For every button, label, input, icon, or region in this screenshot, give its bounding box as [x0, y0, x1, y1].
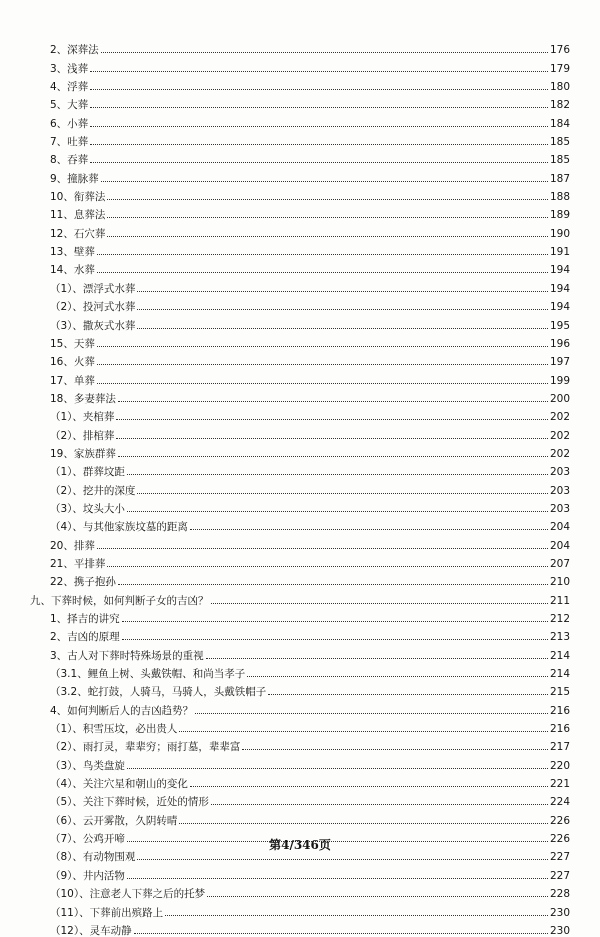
toc-entry[interactable]: [30, 130, 570, 148]
dot-leader: [107, 566, 548, 567]
toc-entry-title: 5、大葬: [50, 99, 89, 112]
toc-entry-title: 4、如何判断后人的吉凶趋势？: [50, 704, 194, 717]
toc-entry-title: 17、单葬: [50, 374, 95, 387]
toc-entry-title: 1、择吉的讲究: [50, 613, 120, 625]
toc-entry-title: （3）、鸟类盘旋: [50, 759, 125, 772]
toc-entry-title: （4）、与其他家族坟墓的距离: [50, 521, 188, 534]
toc-entry[interactable]: [30, 662, 570, 680]
toc-entry[interactable]: [30, 75, 570, 93]
dot-leader: [137, 328, 548, 329]
toc-entry-title: 11、息葬法: [50, 209, 106, 222]
toc-entry-page-number: 185: [549, 154, 570, 167]
dot-leader: [90, 144, 548, 145]
dot-leader: [97, 346, 548, 347]
toc-entry-title: （3）、坟头大小: [50, 502, 125, 515]
toc-entry-page-number: 217: [549, 741, 570, 754]
toc-entry[interactable]: [30, 588, 570, 606]
toc-entry[interactable]: [30, 717, 570, 735]
toc-entry[interactable]: [30, 919, 570, 937]
toc-entry[interactable]: [30, 808, 570, 826]
dot-leader: [101, 181, 548, 182]
toc-entry-page-number: 216: [549, 704, 570, 717]
toc-entry-title: （3.1、鲤鱼上树、头戴铁帽、和尚当孝子: [50, 668, 246, 681]
toc-entry-title: 3、浅葬: [50, 62, 89, 75]
toc-entry-page-number: 191: [549, 246, 570, 259]
toc-entry-title: （8）、有动物围观: [50, 851, 136, 864]
dot-leader: [165, 915, 548, 916]
page-footer: 第4/346页: [269, 838, 331, 852]
toc-entry-page-number: 185: [549, 136, 570, 149]
toc-entry-page-number: 202: [549, 429, 570, 442]
dot-leader: [211, 603, 548, 604]
toc-entry-title: 6、小葬: [50, 117, 89, 130]
toc-entry[interactable]: [30, 185, 570, 203]
toc-entry-page-number: 200: [549, 392, 570, 405]
toc-entry-title: 13、壁葬: [50, 246, 95, 259]
toc-entry-page-number: 230: [549, 924, 570, 937]
toc-entry[interactable]: [30, 111, 570, 129]
dot-leader: [97, 383, 548, 384]
toc-entry-page-number: 230: [549, 906, 570, 919]
toc-entry-title: 九、下葬时候，如何判断子女的吉凶？: [30, 594, 209, 607]
toc-entry[interactable]: [30, 387, 570, 405]
dot-leader: [90, 126, 548, 127]
toc-entry-title: 19、家族群葬: [50, 447, 116, 460]
toc-entry-title: （5）、关注下葬时候，近处的情形: [50, 796, 209, 809]
toc-entry-page-number: 195: [549, 319, 570, 332]
toc-entry-page-number: 204: [549, 539, 570, 552]
toc-entry-page-number: 227: [549, 851, 570, 864]
dot-leader: [206, 658, 548, 659]
toc-entry-title: 15、天葬: [50, 337, 95, 350]
toc-entry[interactable]: [30, 625, 570, 643]
toc-entry[interactable]: [30, 735, 570, 753]
toc-entry-page-number: 210: [549, 576, 570, 589]
dot-leader: [90, 162, 548, 163]
toc-entry-title: （2）、雨打灵，辈辈穷；雨打墓，辈辈富: [50, 741, 241, 754]
toc-entry[interactable]: [30, 515, 570, 533]
toc-entry-page-number: 203: [549, 466, 570, 479]
dot-leader: [190, 529, 548, 530]
dot-leader: [116, 438, 548, 439]
dot-leader: [127, 878, 548, 879]
toc-entry-page-number: 188: [549, 191, 570, 204]
toc-entry-page-number: 179: [549, 62, 570, 75]
toc-entry[interactable]: [30, 38, 570, 56]
toc-entry-title: 2、吉凶的原理: [50, 631, 120, 644]
dot-leader: [179, 823, 548, 824]
dot-leader: [211, 804, 548, 805]
toc-entry-title: （1）、群葬坟距: [50, 466, 125, 479]
dot-leader: [195, 713, 548, 714]
toc-entry-title: （3）、撒灰式水葬: [50, 319, 136, 332]
toc-entry-page-number: 189: [549, 209, 570, 222]
toc-entry-page-number: 176: [549, 44, 570, 57]
toc-entry-page-number: 227: [549, 869, 570, 882]
dot-leader: [127, 511, 548, 512]
toc-entry[interactable]: [30, 276, 570, 294]
toc-entry-page-number: 194: [549, 264, 570, 277]
dot-leader: [122, 621, 548, 622]
dot-leader: [137, 309, 548, 310]
toc-entry[interactable]: [30, 698, 570, 716]
dot-leader: [107, 199, 548, 200]
toc-entry-title: 2、深葬法: [50, 44, 99, 57]
toc-entry-title: （1）、夹棺葬: [50, 411, 115, 424]
toc-entry[interactable]: [30, 350, 570, 368]
toc-entry[interactable]: [30, 772, 570, 790]
toc-entry-page-number: 182: [549, 99, 570, 112]
dot-leader: [97, 548, 548, 549]
toc-entry-title: 20、排葬: [50, 539, 95, 552]
toc-entry-page-number: 197: [549, 356, 570, 369]
toc-entry[interactable]: [30, 148, 570, 166]
toc-entry[interactable]: [30, 607, 570, 625]
toc-entry-page-number: 180: [549, 81, 570, 94]
toc-entry[interactable]: [30, 93, 570, 111]
toc-entry-title: （7）、公鸡开啼: [50, 833, 125, 846]
dot-leader: [207, 896, 548, 897]
toc-entry[interactable]: [30, 460, 570, 478]
toc-entry-page-number: 226: [549, 814, 570, 827]
dot-leader: [118, 584, 548, 585]
toc-entry-title: 14、水葬: [50, 264, 95, 277]
toc-entry-page-number: 221: [549, 778, 570, 791]
toc-entry-title: 7、吐葬: [50, 136, 89, 149]
table-of-contents: [30, 38, 570, 937]
toc-entry[interactable]: [30, 863, 570, 881]
dot-leader: [137, 859, 548, 860]
toc-entry-title: 16、火葬: [50, 356, 95, 369]
toc-entry-page-number: 214: [549, 668, 570, 681]
toc-entry-page-number: 204: [549, 521, 570, 534]
dot-leader: [179, 731, 548, 732]
toc-entry-title: （2）、排棺葬: [50, 429, 115, 442]
toc-entry[interactable]: [30, 643, 570, 661]
toc-entry-page-number: 196: [549, 337, 570, 350]
dot-leader: [118, 456, 548, 457]
toc-entry-page-number: 202: [549, 447, 570, 460]
toc-entry-title: （1）、积雪压坟，必出贵人: [50, 723, 178, 736]
toc-entry[interactable]: [30, 240, 570, 258]
toc-entry-title: （10）、注意老人下葬之后的托梦: [50, 888, 206, 901]
toc-entry-title: （2）、投河式水葬: [50, 301, 136, 314]
dot-leader: [127, 474, 548, 475]
toc-entry-page-number: 213: [549, 631, 570, 644]
dot-leader: [116, 419, 548, 420]
toc-entry-title: （11）、下葬前出殡路上: [50, 906, 164, 919]
toc-entry-title: （9）、井内活物: [50, 869, 125, 882]
toc-entry[interactable]: [30, 221, 570, 239]
toc-entry-page-number: 203: [549, 502, 570, 515]
dot-leader: [90, 71, 548, 72]
toc-entry-page-number: 216: [549, 723, 570, 736]
toc-entry-page-number: 184: [549, 117, 570, 130]
toc-entry[interactable]: [30, 368, 570, 386]
toc-entry-title: 22、携子抱孙: [50, 576, 116, 589]
toc-entry[interactable]: [30, 258, 570, 276]
toc-entry-page-number: 199: [549, 374, 570, 387]
dot-leader: [97, 254, 548, 255]
dot-leader: [107, 236, 548, 237]
toc-entry[interactable]: [30, 497, 570, 515]
toc-entry-title: 4、浮葬: [50, 81, 89, 94]
toc-entry[interactable]: [30, 533, 570, 551]
toc-entry[interactable]: [30, 56, 570, 74]
toc-entry-page-number: 214: [549, 649, 570, 662]
toc-entry-title: 21、平排葬: [50, 557, 106, 570]
toc-entry-title: （4）、关注穴星和朝山的变化: [50, 778, 188, 791]
toc-entry-page-number: 194: [549, 301, 570, 314]
toc-entry[interactable]: [30, 295, 570, 313]
toc-entry[interactable]: [30, 882, 570, 900]
toc-entry-page-number: 211: [549, 594, 570, 607]
dot-leader: [190, 786, 548, 787]
toc-entry-page-number: 187: [549, 172, 570, 185]
dot-leader: [242, 749, 548, 750]
toc-entry-title: 9、撞脉葬: [50, 172, 99, 185]
toc-entry[interactable]: [30, 552, 570, 570]
toc-entry-title: 10、衔葬法: [50, 191, 106, 204]
toc-entry-title: 18、多妻葬法: [50, 392, 116, 405]
dot-leader: [137, 493, 548, 494]
toc-entry[interactable]: [30, 790, 570, 808]
toc-entry-page-number: 215: [549, 686, 570, 699]
toc-entry[interactable]: [30, 332, 570, 350]
toc-entry-title: （1）、漂浮式水葬: [50, 282, 136, 295]
toc-entry-page-number: 220: [549, 759, 570, 772]
dot-leader: [101, 52, 548, 53]
toc-entry[interactable]: [30, 680, 570, 698]
dot-leader: [90, 107, 548, 108]
toc-entry-page-number: 226: [549, 833, 570, 846]
toc-entry-page-number: 202: [549, 411, 570, 424]
dot-leader: [97, 272, 548, 273]
toc-entry[interactable]: [30, 753, 570, 771]
dot-leader: [107, 217, 548, 218]
toc-entry[interactable]: [30, 423, 570, 441]
toc-entry-title: （3.2、蛇打鼓，人骑马，马骑人，头戴铁帽子: [50, 686, 267, 699]
toc-entry-page-number: 203: [549, 484, 570, 497]
toc-entry-title: （6）、云开雾散，久阴转晴: [50, 814, 178, 827]
toc-entry-title: 8、吞葬: [50, 154, 89, 167]
toc-entry[interactable]: [30, 313, 570, 331]
toc-entry-page-number: 224: [549, 796, 570, 809]
toc-entry[interactable]: [30, 570, 570, 588]
toc-entry-page-number: 190: [549, 227, 570, 240]
dot-leader: [268, 694, 548, 695]
dot-leader: [127, 768, 548, 769]
toc-entry-page-number: 228: [549, 888, 570, 901]
toc-entry-title: 12、石穴葬: [50, 227, 106, 240]
toc-entry-title: （12）、灵车动静: [50, 924, 132, 937]
dot-leader: [122, 639, 548, 640]
dot-leader: [137, 291, 548, 292]
toc-entry-title: 3、古人对下葬时特殊场景的重视: [50, 649, 204, 662]
dot-leader: [247, 676, 548, 677]
toc-entry[interactable]: [30, 478, 570, 496]
toc-entry-page-number: 194: [549, 282, 570, 295]
toc-entry-page-number: 207: [549, 557, 570, 570]
toc-entry-page-number: 212: [549, 613, 570, 625]
toc-entry[interactable]: [30, 203, 570, 221]
toc-entry[interactable]: [30, 166, 570, 184]
toc-entry[interactable]: [30, 900, 570, 918]
dot-leader: [118, 401, 548, 402]
dot-leader: [134, 933, 548, 934]
toc-entry-title: （2）、挖井的深度: [50, 484, 136, 497]
toc-entry[interactable]: [30, 442, 570, 460]
dot-leader: [97, 364, 548, 365]
dot-leader: [90, 89, 548, 90]
toc-entry[interactable]: [30, 405, 570, 423]
